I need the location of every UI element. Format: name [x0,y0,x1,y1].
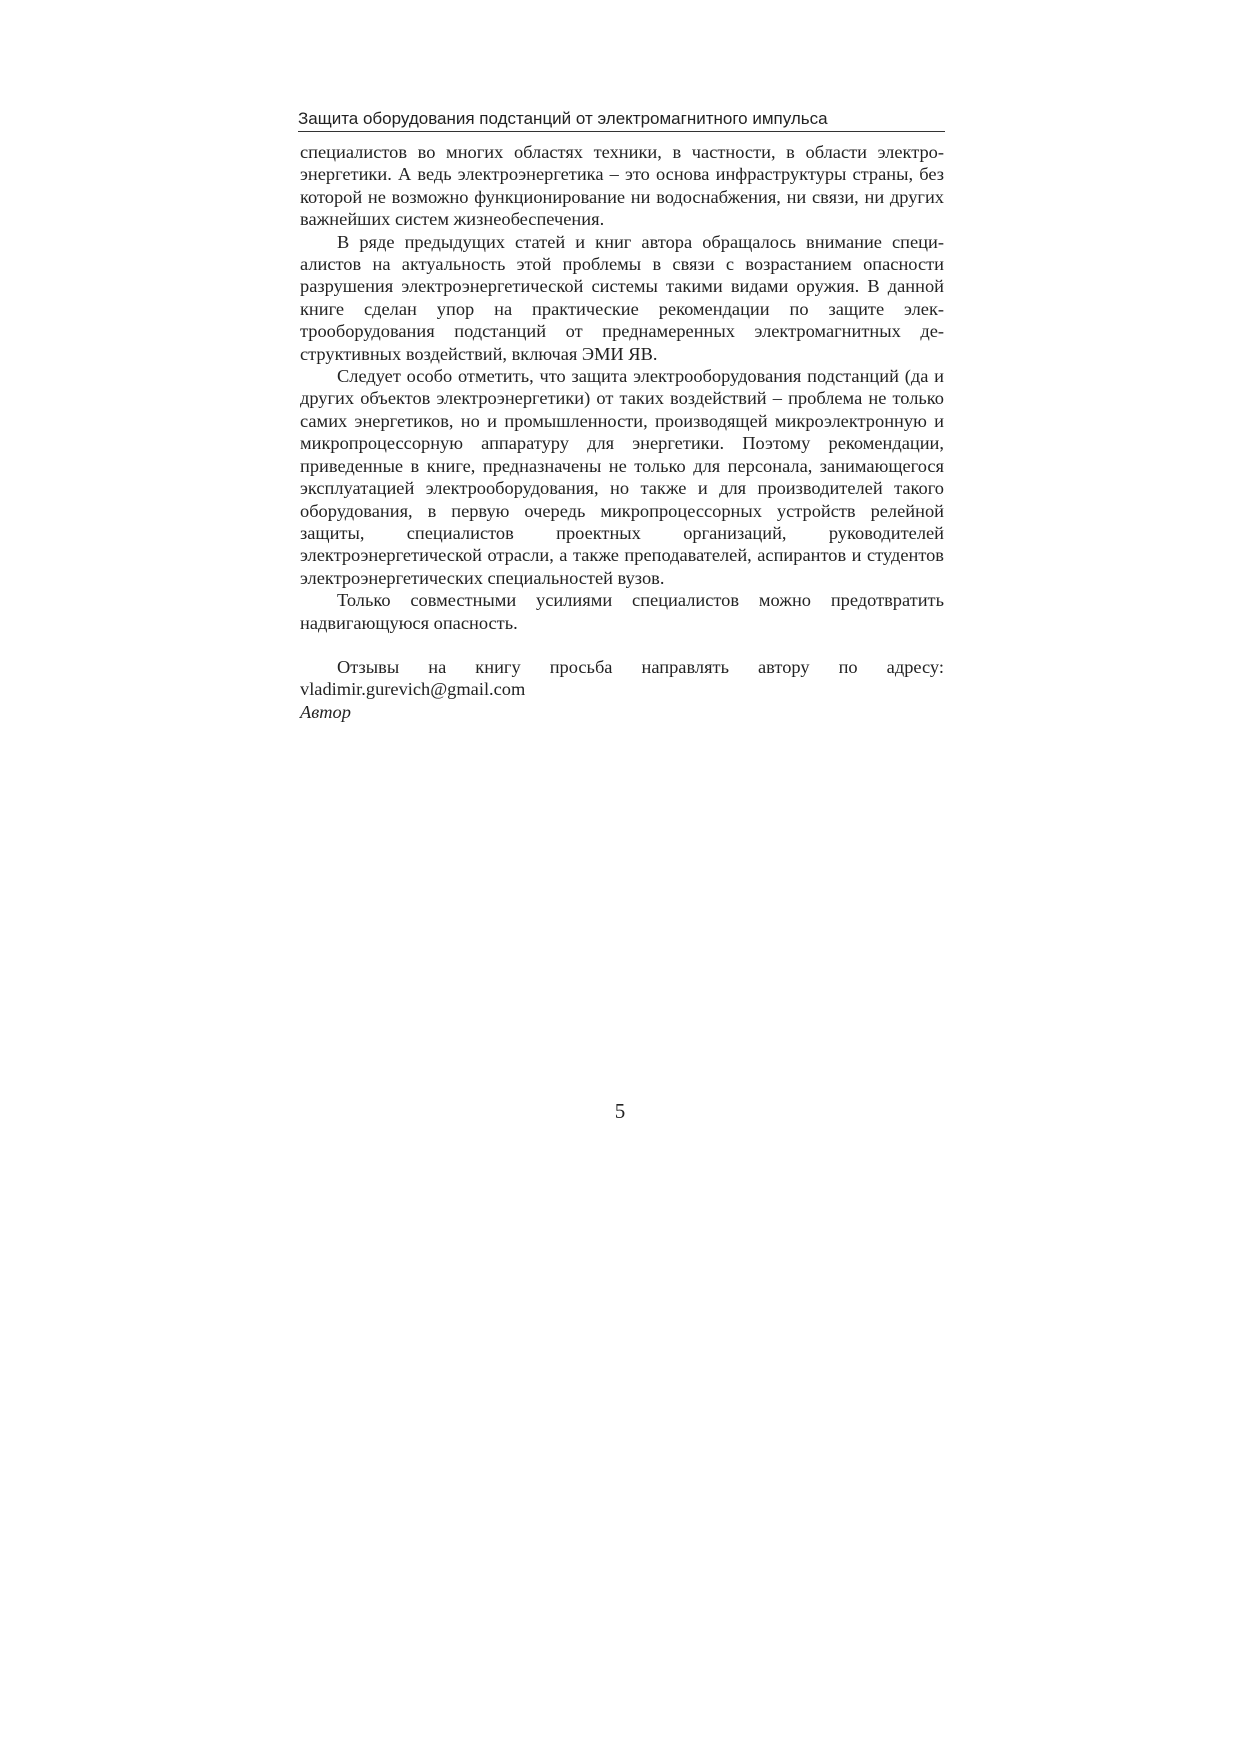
author-signature: Автор [300,701,351,722]
paragraph-protection-note: Следует особо отметить, что защита электрооборудования подстанций (да и других объектов электроэнергетики) от таких воздействий – проблема не только самих энергетиков, но и промышленности, производящей микроэлектронную и микропроцессорную аппаратуру для энергетики. Поэтому рекомендации, приведенные в книге, предназначены не только для персонала, занимающегося эксплуатацией электрооборудования, но также и для производителей такого оборудования, в первую очередь микропроцессорных устройств релейной защиты, специалистов проектных организаций, руководителей электроэнергетической отрасли, а также преподавателей, аспирантов и студентов электроэнергетических специальностей вузов. [300,366,944,588]
paragraph-continuation: специалистов во многих областях техники, в частности, в области электроэнергетики. А ведь электроэнергетика – это основа инфраструктуры страны, без которой не возможно функционирование ни водоснабжения, ни связи, ни других важнейших систем жизнеобеспечения. [300,142,944,230]
contact-email: vladimir.gurevich@gmail.com [300,679,526,700]
contact-text: Отзывы на книгу просьба направлять автору по адресу: [337,656,944,677]
paragraph-previous-works: В ряде предыдущих статей и книг автора обращалось внимание специалистов на актуальность этой проблемы в связи с возрастанием опасности разрушения электроэнергетической системы такими видами оружия. В данной книге сделан упор на практические рекомендации по защите электрооборудования подстанций от преднамеренных электромагнитных деструктивных воздействий, включая ЭМИ ЯВ. [300,231,944,364]
page-body [300,141,944,723]
running-header [298,108,945,132]
paragraph-joint-efforts: Только совместными усилиями специалистов можно предотвратить надвигающуюся опасность. [300,590,944,633]
contact-paragraph [300,656,944,701]
page-number: 5 [614,1099,626,1123]
running-title: Защита оборудования подстанций от электромагнитного импульса [298,109,828,128]
